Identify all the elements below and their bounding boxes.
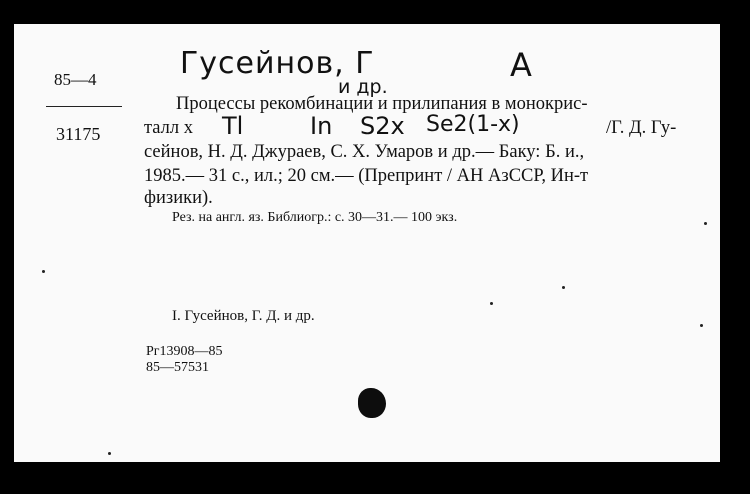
dust-speck [42,270,45,273]
description-line-3: сейнов, Н. Д. Джураев, С. Х. Умаров и др.— Баку: Б. и., [144,142,585,162]
formula-se: Se2(1-x) [426,112,520,137]
added-entry: I. Гусейнов, Г. Д. и др. [172,308,315,324]
title-line-1: Процессы рекомбинации и прилипания в монокрис- [176,94,588,114]
title-line-2-end: /Г. Д. Гу- [606,118,677,138]
title-line-2-start: талл х [144,118,194,138]
formula-s: S2x [360,112,405,140]
description-line-5: физики). [144,188,213,208]
catalog-card [14,24,720,462]
formula-in: In [310,112,333,140]
ink-blot [358,388,386,418]
notes-line: Рез. на англ. яз. Библиогр.: с. 30—31.— 100 экз. [172,210,458,225]
dust-speck [490,302,493,305]
dust-speck [562,286,565,289]
shelf-mark: 85—4 [54,70,97,89]
catalog-code-1: Рг13908—85 [146,344,223,359]
dust-speck [108,452,111,455]
formula-tl: Tl [222,112,244,140]
shelf-mark-rule [46,106,122,107]
dust-speck [704,222,707,225]
dust-speck [700,324,703,327]
handwritten-letter: А [510,46,532,84]
handwritten-suffix: и др. [338,76,388,98]
handwritten-author: Гусейнов, Г [180,46,375,81]
accession-number: 31175 [56,124,101,144]
scan-border [720,0,750,494]
description-line-4: 1985.— 31 с., ил.; 20 см.— (Препринт / АН АзССР, Ин-т [144,166,589,186]
catalog-code-2: 85—57531 [146,360,209,375]
